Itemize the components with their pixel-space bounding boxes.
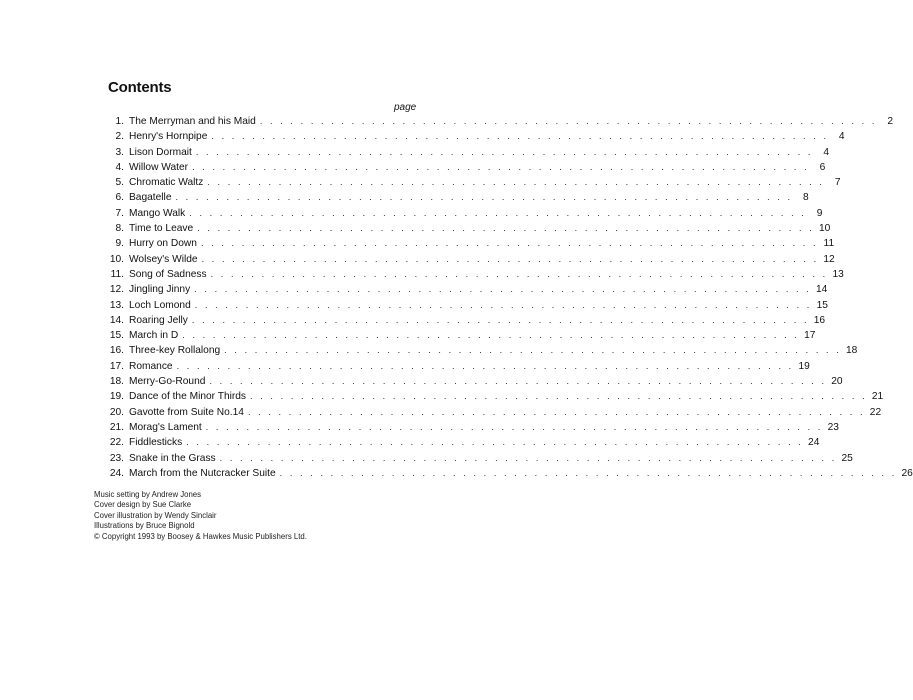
entry-number: 6. <box>115 192 124 204</box>
entry-title: March in D <box>129 330 179 342</box>
entry-title: Merry-Go-Round <box>129 376 206 388</box>
dot-leader: . . . . . . . . . . . . . . . . . . . . . . . . . . . . . . . . . . . . . . . . . . . . . . . . . . . . . . . . . . . . . <box>194 299 812 310</box>
contents-entry <box>100 313 826 328</box>
entry-title: Snake in the Grass <box>129 452 216 464</box>
entry-page-number: 22 <box>869 406 882 418</box>
entry-number: 21. <box>109 421 124 433</box>
contents-entry <box>100 420 839 435</box>
entry-title: Mango Walk <box>129 207 186 219</box>
entry-title: Time to Leave <box>129 223 194 235</box>
entry-title: Jingling Jinny <box>129 284 191 296</box>
contents-title: Contents <box>108 79 172 96</box>
entry-page-number: 8 <box>802 192 809 204</box>
dot-leader: . . . . . . . . . . . . . . . . . . . . . . . . . . . . . . . . . . . . . . . . . . . . . . . . . . . . . . . . . . . . . <box>194 284 812 295</box>
contents-entry <box>100 359 810 374</box>
dot-leader: . . . . . . . . . . . . . . . . . . . . . . . . . . . . . . . . . . . . . . . . . . . . . . . . . . . . . . . . . . . . . <box>224 345 842 356</box>
dot-leader: . . . . . . . . . . . . . . . . . . . . . . . . . . . . . . . . . . . . . . . . . . . . . . . . . . . . . . . . . . . . . <box>195 146 814 157</box>
entry-title: Song of Sadness <box>129 268 207 280</box>
contents-entry <box>100 298 828 313</box>
contents-entry <box>100 129 845 144</box>
contents-entry <box>100 374 843 389</box>
dot-leader: . . . . . . . . . . . . . . . . . . . . . . . . . . . . . . . . . . . . . . . . . . . . . . . . . . . . . . . . . . . . . <box>201 253 819 264</box>
entry-number: 12. <box>109 284 124 296</box>
entry-title: Roaring Jelly <box>129 314 188 326</box>
dot-leader: . . . . . . . . . . . . . . . . . . . . . . . . . . . . . . . . . . . . . . . . . . . . . . . . . . . . . . . . . . . . . <box>210 268 828 279</box>
dot-leader: . . . . . . . . . . . . . . . . . . . . . . . . . . . . . . . . . . . . . . . . . . . . . . . . . . . . . . . . . . . . . <box>175 192 793 203</box>
credit-line: Illustrations by Bruce Bignold <box>94 521 195 531</box>
entry-page-number: 10 <box>819 223 831 235</box>
entry-number: 24. <box>109 467 124 479</box>
entry-number: 2. <box>115 131 124 143</box>
entry-title: The Merryman and his Maid <box>129 116 256 127</box>
entry-title: Three-key Rollalong <box>129 345 221 357</box>
contents-entry <box>100 252 835 267</box>
entry-page-number: 23 <box>827 421 839 433</box>
entry-number: 3. <box>115 146 124 158</box>
credit-line: Cover design by Sue Clarke <box>94 500 192 510</box>
entry-title: Loch Lomond <box>129 299 191 311</box>
entry-page-number: 4 <box>823 146 830 158</box>
dot-leader: . . . . . . . . . . . . . . . . . . . . . . . . . . . . . . . . . . . . . . . . . . . . . . . . . . . . . . . . . . . . . <box>207 177 825 188</box>
entry-number: 23. <box>109 452 124 464</box>
dot-leader: . . . . . . . . . . . . . . . . . . . . . . . . . . . . . . . . . . . . . . . . . . . . . . . . . . . . . . . . . . . . . <box>209 376 827 387</box>
dot-leader: . . . . . . . . . . . . . . . . . . . . . . . . . . . . . . . . . . . . . . . . . . . . . . . . . . . . . . . . . . . . . <box>219 452 837 463</box>
dot-leader: . . . . . . . . . . . . . . . . . . . . . . . . . . . . . . . . . . . . . . . . . . . . . . . . . . . . . . . . . . . . . <box>192 161 810 172</box>
entry-title: Fiddlesticks <box>129 437 183 449</box>
contents-entry <box>100 343 858 358</box>
entry-number: 8. <box>115 223 124 235</box>
entry-title: Dance of the Minor Thirds <box>129 391 247 403</box>
dot-leader: . . . . . . . . . . . . . . . . . . . . . . . . . . . . . . . . . . . . . . . . . . . . . . . . . . . . . . . . . . . . . <box>279 467 897 478</box>
credit-line: © Copyright 1993 by Boosey & Hawkes Music Publishers Ltd. <box>94 531 307 541</box>
credit-line: Cover illustration by Wendy Sinclair <box>94 510 217 520</box>
contents-entry <box>100 328 816 343</box>
dot-leader: . . . . . . . . . . . . . . . . . . . . . . . . . . . . . . . . . . . . . . . . . . . . . . . . . . . . . . . . . . . . . <box>211 131 829 142</box>
entry-page-number: 11 <box>823 238 835 250</box>
entry-number: 14. <box>109 314 124 326</box>
dot-leader: . . . . . . . . . . . . . . . . . . . . . . . . . . . . . . . . . . . . . . . . . . . . . . . . . . . . . . . . . . . . . <box>191 314 810 325</box>
entry-number: 9. <box>115 238 124 250</box>
entry-number: 11. <box>110 268 124 280</box>
entry-title: Gavotte from Suite No.14 <box>129 406 244 418</box>
entry-page-number: 14 <box>816 284 828 296</box>
contents-list <box>100 114 913 481</box>
dot-leader: . . . . . . . . . . . . . . . . . . . . . . . . . . . . . . . . . . . . . . . . . . . . . . . . . . . . . . . . . . . . . <box>189 207 807 218</box>
dot-leader: . . . . . . . . . . . . . . . . . . . . . . . . . . . . . . . . . . . . . . . . . . . . . . . . . . . . . . . . . . . . . <box>186 437 804 448</box>
entry-number: 18. <box>109 376 124 388</box>
dot-leader: . . . . . . . . . . . . . . . . . . . . . . . . . . . . . . . . . . . . . . . . . . . . . . . . . . . . . . . . . . . . . <box>259 116 877 126</box>
dot-leader: . . . . . . . . . . . . . . . . . . . . . . . . . . . . . . . . . . . . . . . . . . . . . . . . . . . . . . . . . . . . . <box>250 391 868 402</box>
entry-page-number: 13 <box>832 268 844 280</box>
entry-page-number: 20 <box>831 376 843 388</box>
entry-page-number: 4 <box>838 131 845 143</box>
entry-number: 10. <box>109 253 124 265</box>
contents-entry <box>100 206 823 221</box>
entry-title: March from the Nutcracker Suite <box>129 467 276 479</box>
entry-page-number: 6 <box>819 161 826 173</box>
dot-leader: . . . . . . . . . . . . . . . . . . . . . . . . . . . . . . . . . . . . . . . . . . . . . . . . . . . . . . . . . . . . . <box>200 238 819 249</box>
dot-leader: . . . . . . . . . . . . . . . . . . . . . . . . . . . . . . . . . . . . . . . . . . . . . . . . . . . . . . . . . . . . . <box>182 330 800 341</box>
entry-page-number: 17 <box>804 330 816 342</box>
entry-page-number: 9 <box>816 207 823 219</box>
entry-page-number: 21 <box>871 391 884 403</box>
entry-page-number: 19 <box>798 360 810 372</box>
page-column-heading: page <box>394 102 417 113</box>
contents-entry <box>100 389 884 404</box>
contents-entry <box>100 466 913 481</box>
entry-number: 7. <box>115 207 124 219</box>
dot-leader: . . . . . . . . . . . . . . . . . . . . . . . . . . . . . . . . . . . . . . . . . . . . . . . . . . . . . . . . . . . . . <box>247 406 866 417</box>
contents-entry <box>100 451 853 466</box>
entry-number: 19. <box>109 391 124 403</box>
entry-title: Hurry on Down <box>129 238 197 250</box>
dot-leader: . . . . . . . . . . . . . . . . . . . . . . . . . . . . . . . . . . . . . . . . . . . . . . . . . . . . . . . . . . . . . <box>205 421 823 432</box>
contents-entry <box>100 114 893 129</box>
credit-line: Music setting by Andrew Jones <box>94 490 202 499</box>
entry-page-number: 7 <box>834 177 841 189</box>
entry-title: Morag's Lament <box>129 421 202 433</box>
entry-number: 4. <box>115 161 124 173</box>
entry-number: 15. <box>109 330 124 342</box>
contents-entry <box>100 175 841 190</box>
contents-entry <box>100 190 809 205</box>
entry-page-number: 18 <box>846 345 858 357</box>
entry-title: Chromatic Waltz <box>129 177 204 189</box>
entry-title: Willow Water <box>129 161 189 173</box>
entry-number: 1. <box>115 116 124 127</box>
entry-title: Bagatelle <box>129 192 172 204</box>
entry-number: 20. <box>109 406 124 418</box>
entry-page-number: 2 <box>887 116 893 127</box>
entry-number: 22. <box>109 437 124 449</box>
contents-entry <box>100 282 828 297</box>
entry-page-number: 15 <box>816 299 828 311</box>
entry-title: Henry's Hornpipe <box>129 131 208 143</box>
dot-leader: . . . . . . . . . . . . . . . . . . . . . . . . . . . . . . . . . . . . . . . . . . . . . . . . . . . . . . . . . . . . . <box>176 360 794 371</box>
entry-number: 16. <box>109 345 124 357</box>
contents-entry <box>100 435 820 450</box>
entry-page-number: 12 <box>823 253 835 265</box>
entry-page-number: 16 <box>813 314 826 326</box>
entry-page-number: 25 <box>841 452 853 464</box>
contents-entry <box>100 405 882 420</box>
entry-title: Wolsey's Wilde <box>129 253 198 265</box>
contents-entry <box>100 236 835 251</box>
credits-block <box>94 490 307 542</box>
contents-entry <box>100 160 826 175</box>
entry-page-number: 26 <box>901 467 913 479</box>
entry-title: Lison Dormait <box>129 146 192 158</box>
entry-page-number: 24 <box>808 437 820 449</box>
entry-title: Romance <box>129 360 173 372</box>
contents-entry <box>100 267 844 282</box>
entry-number: 5. <box>115 177 124 189</box>
contents-entry <box>100 221 831 236</box>
entry-number: 13. <box>109 299 124 311</box>
entry-number: 17. <box>109 360 124 372</box>
contents-entry <box>100 145 830 160</box>
dot-leader: . . . . . . . . . . . . . . . . . . . . . . . . . . . . . . . . . . . . . . . . . . . . . . . . . . . . . . . . . . . . . <box>197 223 815 234</box>
